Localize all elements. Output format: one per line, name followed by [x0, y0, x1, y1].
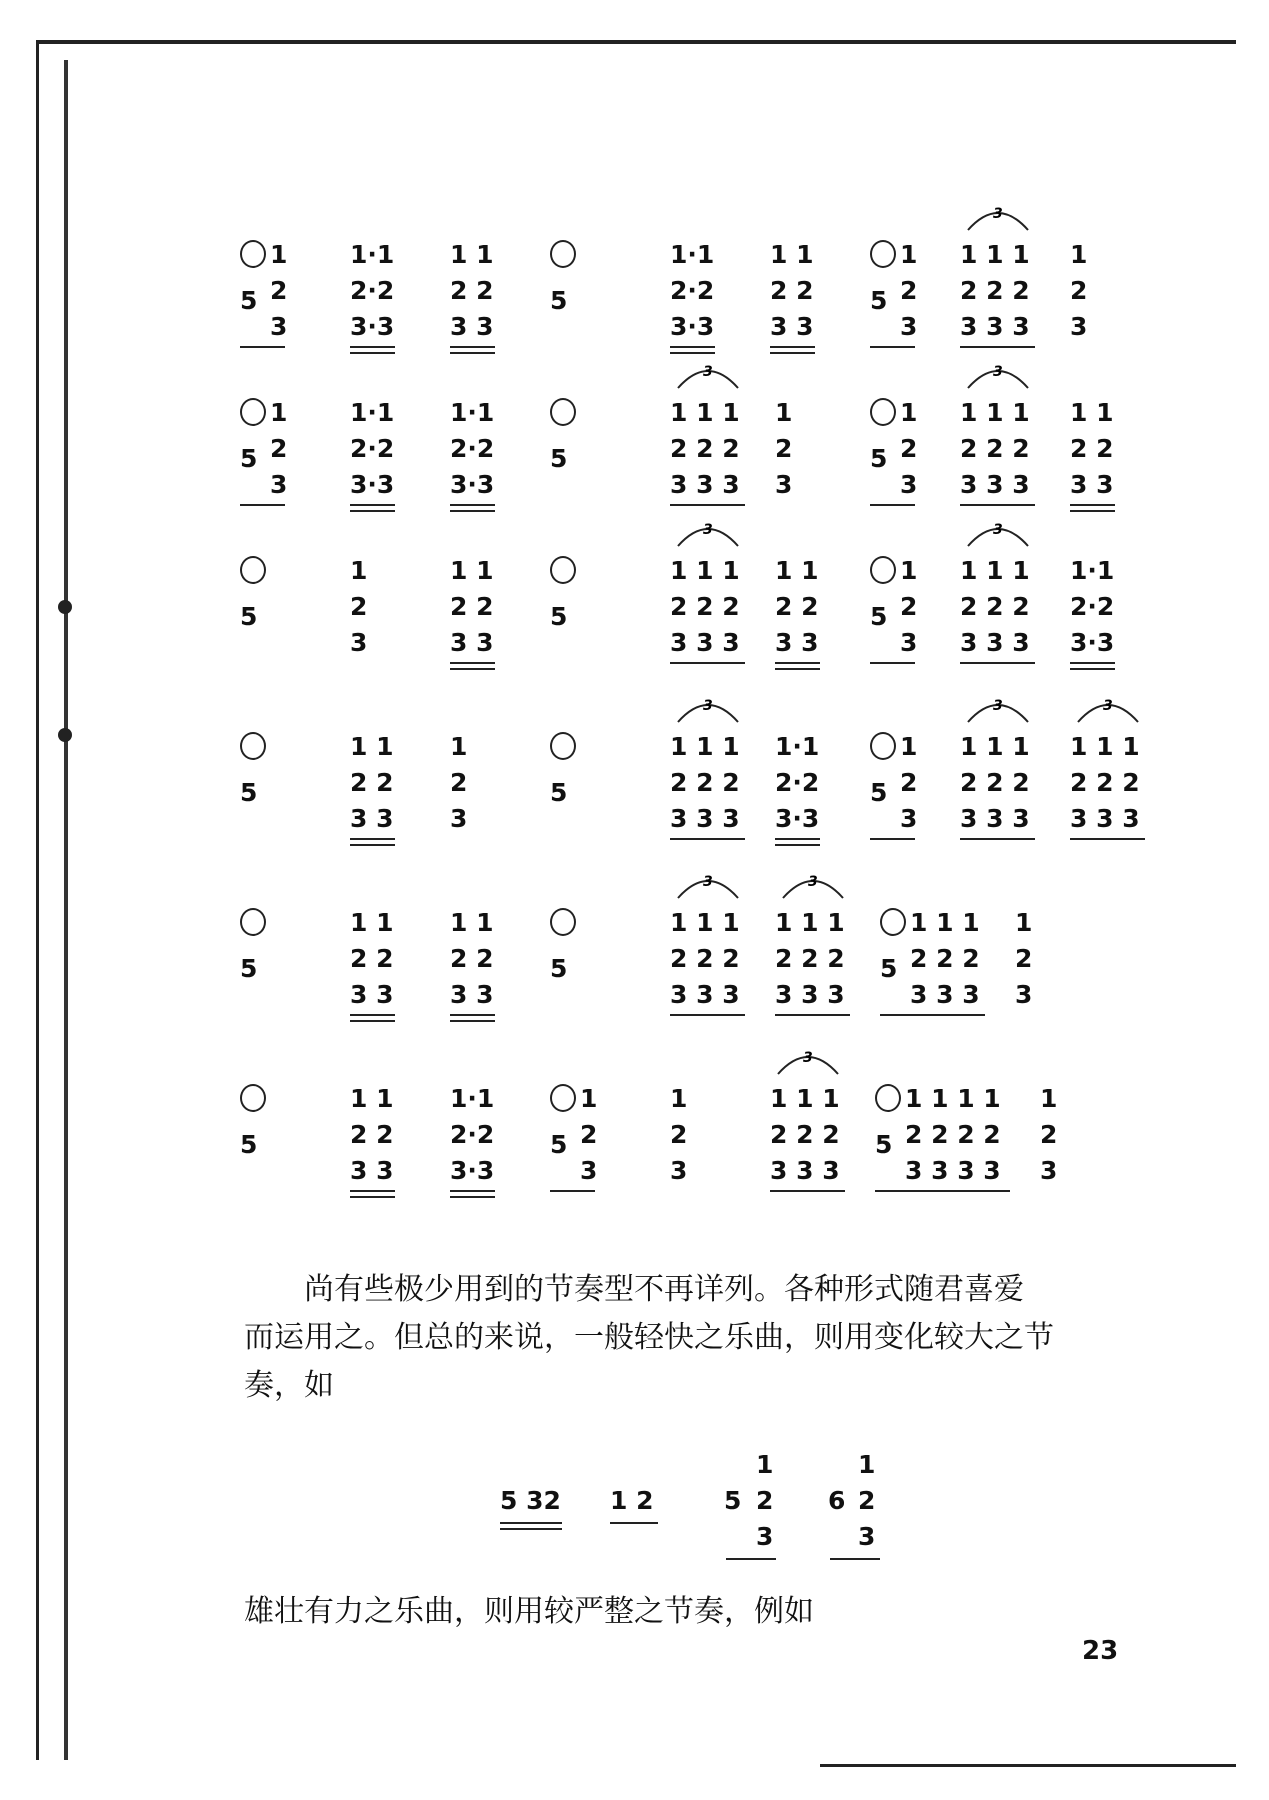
- underline: [450, 1014, 495, 1016]
- underline: [550, 1190, 595, 1192]
- note-mid: 2: [270, 276, 288, 305]
- note-top: 1 1 1: [960, 398, 1030, 427]
- tuplet-number: 3: [803, 1050, 813, 1066]
- bass-note: 5: [870, 602, 888, 631]
- underline: [775, 838, 820, 840]
- example-seg4-bot: 3: [858, 1522, 876, 1551]
- note-bot: 3 3: [450, 980, 494, 1009]
- note-bot: 3·3: [775, 804, 820, 833]
- note-mid: 2 2 2: [670, 592, 740, 621]
- rest-circle: [550, 398, 576, 426]
- underline: [450, 662, 495, 664]
- binding-mark: [58, 728, 72, 742]
- note-top: 1·1: [670, 240, 715, 269]
- note-bot: 3·3: [350, 470, 395, 499]
- note-mid: 2 2 2 2: [905, 1120, 1001, 1149]
- triplet-slur: [676, 870, 740, 900]
- note-top: 1: [670, 1084, 688, 1113]
- rest-circle: [240, 732, 266, 760]
- underline: [350, 1020, 395, 1022]
- rest-circle: [870, 240, 896, 268]
- binding-mark: [58, 600, 72, 614]
- rest-circle: [875, 1084, 901, 1112]
- note-top: 1: [1070, 240, 1088, 269]
- example-seg3-bot: 3: [756, 1522, 774, 1551]
- example-seg3-low: 5: [724, 1486, 742, 1515]
- example-seg4-mid: 2: [858, 1486, 876, 1515]
- note-bot: 3: [1040, 1156, 1058, 1185]
- bass-note: 5: [550, 1130, 568, 1159]
- note-bot: 3·3: [350, 312, 395, 341]
- note-mid: 2: [350, 592, 368, 621]
- underline: [960, 838, 1035, 840]
- example-seg3-mid: 2: [756, 1486, 774, 1515]
- note-top: 1 1 1: [775, 908, 845, 937]
- underline: [450, 346, 495, 348]
- note-top: 1·1: [350, 398, 395, 427]
- paragraph-line: 尚有些极少用到的节奏型不再详列。各种形式随君喜爱: [304, 1272, 1024, 1307]
- rest-circle: [240, 398, 266, 426]
- note-top: 1: [1015, 908, 1033, 937]
- note-top: 1 1 1: [960, 240, 1030, 269]
- note-mid: 2: [900, 276, 918, 305]
- note-mid: 2 2 2: [670, 768, 740, 797]
- underline: [350, 510, 395, 512]
- triplet-slur: [966, 202, 1030, 232]
- paragraph-rhythm-note: [244, 1266, 1144, 1410]
- note-mid: 2 2: [350, 768, 394, 797]
- note-mid: 2 2: [350, 944, 394, 973]
- triplet-slur: [676, 694, 740, 724]
- note-top: 1 1: [770, 240, 814, 269]
- note-top: 1: [900, 556, 918, 585]
- tuplet-number: 3: [993, 206, 1003, 222]
- underline: [770, 346, 815, 348]
- underline: [870, 504, 915, 506]
- underline: [870, 838, 915, 840]
- note-mid: 2 2 2: [775, 944, 845, 973]
- tuplet-number: 3: [993, 522, 1003, 538]
- example-seg4-top: 1: [858, 1450, 876, 1479]
- underline: [1070, 838, 1145, 840]
- bass-note: 5: [875, 1130, 893, 1159]
- underline: [775, 668, 820, 670]
- tuplet-number: 3: [1103, 698, 1113, 714]
- note-top: 1: [450, 732, 468, 761]
- note-top: 1: [270, 240, 288, 269]
- rest-circle: [240, 240, 266, 268]
- underline: [960, 504, 1035, 506]
- rhythm-example: [500, 1436, 1000, 1576]
- example-underline: [610, 1522, 658, 1524]
- note-mid: 2 2: [770, 276, 814, 305]
- note-top: 1·1: [450, 1084, 495, 1113]
- bass-note: 5: [870, 286, 888, 315]
- underline: [1070, 504, 1115, 506]
- note-bot: 3·3: [450, 1156, 495, 1185]
- rest-circle: [870, 732, 896, 760]
- bass-note: 5: [240, 778, 258, 807]
- note-mid: 2 2: [450, 944, 494, 973]
- note-bot: 3 3 3: [670, 980, 740, 1009]
- note-bot: 3 3: [350, 1156, 394, 1185]
- tuplet-number: 3: [703, 522, 713, 538]
- note-mid: 2 2: [450, 592, 494, 621]
- note-mid: 2 2 2: [960, 592, 1030, 621]
- note-bot: 3·3: [670, 312, 715, 341]
- example-underline: [830, 1558, 880, 1560]
- note-mid: 2: [900, 592, 918, 621]
- rest-circle: [550, 908, 576, 936]
- note-mid: 2 2 2: [960, 434, 1030, 463]
- note-top: 1 1: [450, 908, 494, 937]
- underline: [350, 346, 395, 348]
- note-top: 1 1 1: [770, 1084, 840, 1113]
- note-top: 1 1: [1070, 398, 1114, 427]
- note-top: 1: [580, 1084, 598, 1113]
- underline: [350, 1190, 395, 1192]
- bass-note: 5: [240, 954, 258, 983]
- note-mid: 2: [270, 434, 288, 463]
- triplet-slur: [676, 518, 740, 548]
- bass-note: 5: [870, 778, 888, 807]
- paragraph-line: 而运用之。但总的来说，一般轻快之乐曲，则用变化较大之节: [244, 1320, 1054, 1355]
- note-top: 1 1: [350, 1084, 394, 1113]
- bass-note: 5: [240, 1130, 258, 1159]
- note-mid: 2·2: [450, 1120, 495, 1149]
- note-top: 1: [900, 240, 918, 269]
- note-bot: 3 3 3: [960, 470, 1030, 499]
- example-underline: [500, 1528, 562, 1530]
- underline: [670, 352, 715, 354]
- note-top: 1 1 1: [670, 556, 740, 585]
- underline: [350, 844, 395, 846]
- note-bot: 3: [270, 470, 288, 499]
- underline: [450, 504, 495, 506]
- note-mid: 2 2 2: [670, 944, 740, 973]
- triplet-slur: [776, 1046, 840, 1076]
- note-top: 1: [775, 398, 793, 427]
- note-top: 1: [350, 556, 368, 585]
- rhythm-row: [240, 522, 1140, 684]
- rest-circle: [870, 398, 896, 426]
- note-top: 1: [270, 398, 288, 427]
- note-mid: 2 2 2: [960, 768, 1030, 797]
- note-bot: 3 3 3: [960, 312, 1030, 341]
- underline: [670, 504, 745, 506]
- underline: [1070, 668, 1115, 670]
- example-underline: [726, 1558, 776, 1560]
- rest-circle: [870, 556, 896, 584]
- tuplet-number: 3: [703, 698, 713, 714]
- rhythm-row: [240, 698, 1140, 860]
- example-seg1: 5 32: [500, 1486, 561, 1515]
- note-bot: 3: [670, 1156, 688, 1185]
- note-top: 1 1: [775, 556, 819, 585]
- note-mid: 2·2: [350, 276, 395, 305]
- triplet-slur: [966, 694, 1030, 724]
- rhythm-row: [240, 364, 1140, 526]
- underline: [450, 1190, 495, 1192]
- note-top: 1·1: [775, 732, 820, 761]
- underline: [240, 346, 285, 348]
- rest-circle: [550, 556, 576, 584]
- underline: [450, 668, 495, 670]
- note-top: 1 1 1: [1070, 732, 1140, 761]
- rest-circle: [240, 556, 266, 584]
- rhythm-row: [240, 874, 1140, 1036]
- note-mid: 2 2 2: [770, 1120, 840, 1149]
- underline: [670, 1014, 745, 1016]
- underline: [350, 1014, 395, 1016]
- note-bot: 3 3: [1070, 470, 1114, 499]
- underline: [350, 1196, 395, 1198]
- note-top: 1 1: [350, 908, 394, 937]
- note-mid: 2: [1040, 1120, 1058, 1149]
- note-bot: 3: [900, 628, 918, 657]
- note-bot: 3: [270, 312, 288, 341]
- note-top: 1: [900, 398, 918, 427]
- bass-note: 5: [870, 444, 888, 473]
- note-mid: 2 2 2: [910, 944, 980, 973]
- note-mid: 2 2: [350, 1120, 394, 1149]
- note-bot: 3 3 3: [670, 628, 740, 657]
- bass-note: 5: [240, 602, 258, 631]
- rest-circle: [550, 732, 576, 760]
- note-mid: 2·2: [450, 434, 495, 463]
- note-bot: 3: [1070, 312, 1088, 341]
- underline: [670, 346, 715, 348]
- scan-border-bottom: [820, 1764, 1236, 1767]
- note-top: 1: [1040, 1084, 1058, 1113]
- bass-note: 5: [240, 286, 258, 315]
- note-top: 1·1: [350, 240, 395, 269]
- note-bot: 3 3 3: [670, 804, 740, 833]
- page-number: 23: [1082, 1636, 1119, 1666]
- underline: [770, 352, 815, 354]
- note-bot: 3: [900, 804, 918, 833]
- note-bot: 3: [450, 804, 468, 833]
- underline: [450, 510, 495, 512]
- note-mid: 2·2: [670, 276, 715, 305]
- note-top: 1 1 1: [960, 556, 1030, 585]
- underline: [880, 1014, 985, 1016]
- rest-circle: [240, 1084, 266, 1112]
- underline: [770, 1190, 845, 1192]
- note-mid: 2 2 2: [670, 434, 740, 463]
- tuplet-number: 3: [993, 364, 1003, 380]
- note-mid: 2 2 2: [960, 276, 1030, 305]
- underline: [960, 346, 1035, 348]
- underline: [960, 662, 1035, 664]
- bass-note: 5: [240, 444, 258, 473]
- rest-circle: [550, 240, 576, 268]
- scan-border-left: [36, 40, 47, 1760]
- note-bot: 3: [1015, 980, 1033, 1009]
- note-mid: 2: [580, 1120, 598, 1149]
- underline: [240, 504, 285, 506]
- rest-circle: [880, 908, 906, 936]
- bass-note: 5: [550, 778, 568, 807]
- note-bot: 3 3 3: [960, 628, 1030, 657]
- note-mid: 2·2: [350, 434, 395, 463]
- note-top: 1 1 1: [960, 732, 1030, 761]
- underline: [775, 662, 820, 664]
- paragraph-line: 奏，如: [244, 1368, 334, 1403]
- note-bot: 3: [900, 470, 918, 499]
- note-mid: 2 2: [450, 276, 494, 305]
- triplet-slur: [966, 360, 1030, 390]
- note-mid: 2 2: [775, 592, 819, 621]
- note-bot: 3 3: [350, 980, 394, 1009]
- note-bot: 3 3: [350, 804, 394, 833]
- note-bot: 3 3 3: [1070, 804, 1140, 833]
- note-bot: 3: [580, 1156, 598, 1185]
- binding-edge: [64, 60, 68, 1760]
- note-bot: 3 3: [770, 312, 814, 341]
- note-bot: 3: [900, 312, 918, 341]
- tuplet-number: 3: [703, 364, 713, 380]
- underline: [670, 662, 745, 664]
- bass-note: 5: [550, 286, 568, 315]
- triplet-slur: [781, 870, 845, 900]
- note-bot: 3 3: [775, 628, 819, 657]
- note-top: 1·1: [1070, 556, 1115, 585]
- underline: [350, 504, 395, 506]
- bass-note: 5: [880, 954, 898, 983]
- scan-border-top: [36, 40, 1236, 44]
- note-top: 1 1 1: [670, 732, 740, 761]
- underline: [775, 844, 820, 846]
- note-mid: 2 2: [1070, 434, 1114, 463]
- note-bot: 3: [350, 628, 368, 657]
- note-bot: 3·3: [1070, 628, 1115, 657]
- example-seg2: 1 2: [610, 1486, 654, 1515]
- note-top: 1 1 1 1: [905, 1084, 1001, 1113]
- note-bot: 3 3 3: [910, 980, 980, 1009]
- paragraph-majestic: 雄壮有力之乐曲，则用较严整之节奏，例如: [244, 1594, 814, 1629]
- example-seg3-top: 1: [756, 1450, 774, 1479]
- bass-note: 5: [550, 602, 568, 631]
- note-bot: 3 3: [450, 628, 494, 657]
- underline: [875, 1190, 1010, 1192]
- example-seg4-low: 6: [828, 1486, 846, 1515]
- note-mid: 2: [1070, 276, 1088, 305]
- note-bot: 3 3: [450, 312, 494, 341]
- underline: [350, 838, 395, 840]
- note-mid: 2: [450, 768, 468, 797]
- bass-note: 5: [550, 444, 568, 473]
- note-mid: 2: [775, 434, 793, 463]
- note-bot: 3: [775, 470, 793, 499]
- note-top: 1: [900, 732, 918, 761]
- note-bot: 3 3 3 3: [905, 1156, 1001, 1185]
- underline: [775, 1014, 850, 1016]
- underline: [670, 838, 745, 840]
- triplet-slur: [1076, 694, 1140, 724]
- rhythm-row: [240, 1050, 1140, 1212]
- underline: [870, 662, 915, 664]
- underline: [870, 346, 915, 348]
- note-bot: 3 3 3: [670, 470, 740, 499]
- tuplet-number: 3: [808, 874, 818, 890]
- underline: [450, 1020, 495, 1022]
- note-bot: 3 3 3: [775, 980, 845, 1009]
- note-top: 1 1 1: [670, 908, 740, 937]
- example-underline: [500, 1522, 562, 1524]
- rhythm-row: [240, 206, 1140, 368]
- rest-circle: [240, 908, 266, 936]
- note-top: 1 1: [350, 732, 394, 761]
- note-bot: 3·3: [450, 470, 495, 499]
- note-top: 1 1: [450, 240, 494, 269]
- underline: [450, 1196, 495, 1198]
- note-top: 1·1: [450, 398, 495, 427]
- note-top: 1 1: [450, 556, 494, 585]
- note-top: 1 1 1: [910, 908, 980, 937]
- underline: [1070, 510, 1115, 512]
- note-bot: 3 3 3: [960, 804, 1030, 833]
- note-mid: 2·2: [775, 768, 820, 797]
- underline: [450, 352, 495, 354]
- note-mid: 2: [900, 434, 918, 463]
- tuplet-number: 3: [993, 698, 1003, 714]
- underline: [350, 352, 395, 354]
- triplet-slur: [676, 360, 740, 390]
- note-mid: 2·2: [1070, 592, 1115, 621]
- note-mid: 2: [900, 768, 918, 797]
- tuplet-number: 3: [703, 874, 713, 890]
- rest-circle: [550, 1084, 576, 1112]
- triplet-slur: [966, 518, 1030, 548]
- bass-note: 5: [550, 954, 568, 983]
- note-mid: 2: [1015, 944, 1033, 973]
- note-top: 1 1 1: [670, 398, 740, 427]
- note-mid: 2 2 2: [1070, 768, 1140, 797]
- underline: [1070, 662, 1115, 664]
- note-mid: 2: [670, 1120, 688, 1149]
- note-bot: 3 3 3: [770, 1156, 840, 1185]
